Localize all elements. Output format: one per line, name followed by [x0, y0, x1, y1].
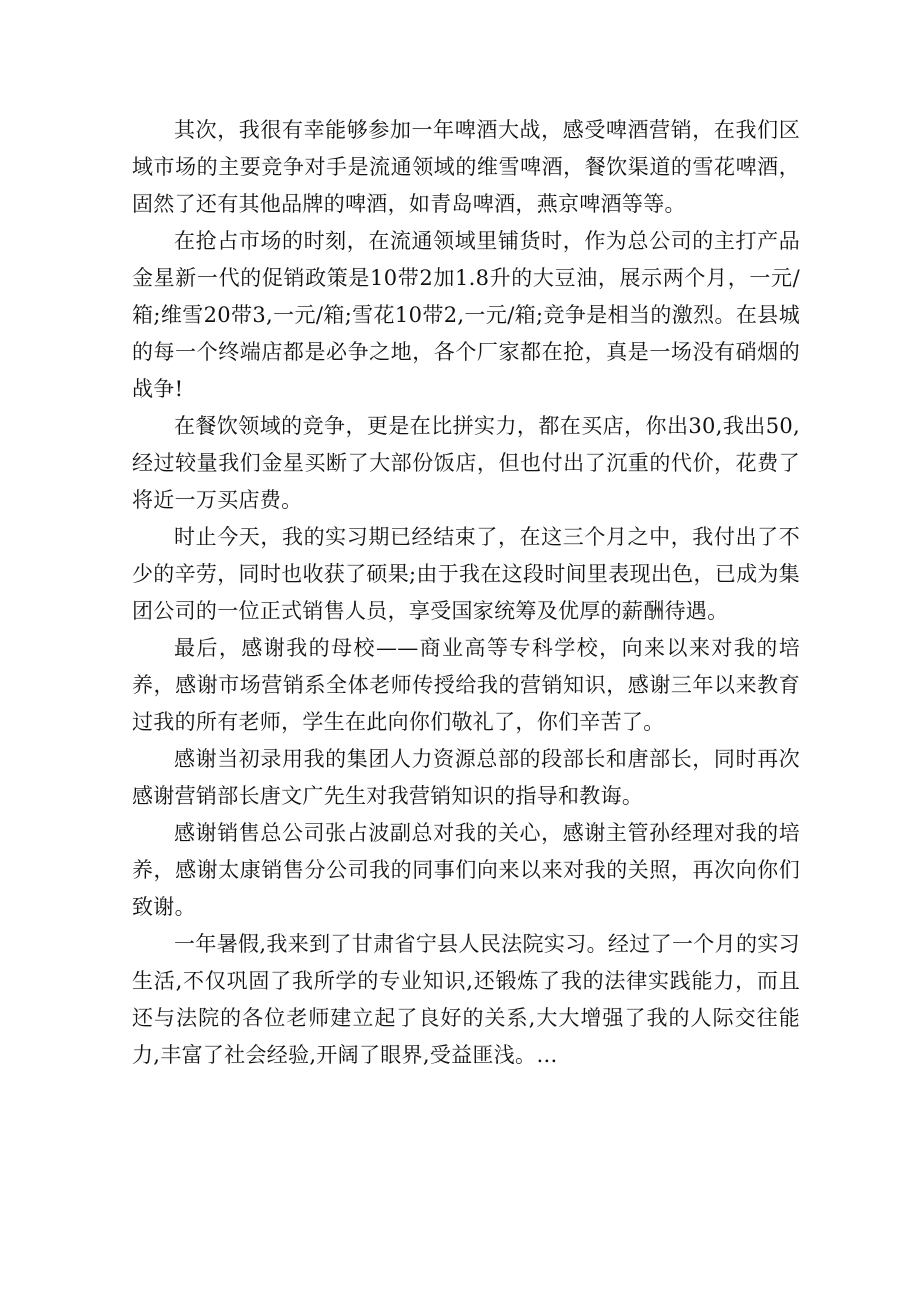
paragraph-2: 在抢占市场的时刻，在流通领域里铺货时，作为总公司的主打产品金星新一代的促销政策是10带2加1.8升的大豆油，展示两个月，一元/箱;维雪20带3,一元/箱;雪花10带2,一元/箱;竞争是相当的激烈。在县城的每一个终端店都是必争之地，各个厂家都在抢，真是一场没有硝烟的战争!: [132, 229, 800, 401]
paragraph-5: 最后，感谢我的母校——商业高等专科学校，向来以来对我的培养，感谢市场营销系全体老师传授给我的营销知识，感谢三年以来教育过我的所有老师，学生在此向你们敬礼了，你们辛苦了。: [132, 636, 800, 734]
paragraph-1: 其次，我很有幸能够参加一年啤酒大战，感受啤酒营销，在我们区域市场的主要竞争对手是流通领域的维雪啤酒，餐饮渠道的雪花啤酒，固然了还有其他品牌的啤酒，如青岛啤酒，燕京啤酒等等。: [132, 118, 800, 216]
paragraph-7: 感谢销售总公司张占波副总对我的关心，感谢主管孙经理对我的培养，感谢太康销售分公司我的同事们向来以来对我的关照，再次向你们致谢。: [132, 821, 800, 919]
paragraph-6: 感谢当初录用我的集团人力资源总部的段部长和唐部长，同时再次感谢营销部长唐文广先生对我营销知识的指导和教诲。: [132, 747, 800, 808]
paragraph-3: 在餐饮领域的竞争，更是在比拼实力，都在买店，你出30,我出50,经过较量我们金星买断了大部份饭店，但也付出了沉重的代价，花费了将近一万买店费。: [132, 414, 800, 512]
document-page: [132, 112, 800, 1074]
paragraph-8: 一年暑假,我来到了甘肃省宁县人民法院实习。经过了一个月的实习生活,不仅巩固了我所学的专业知识,还锻炼了我的法律实践能力，而且还与法院的各位老师建立起了良好的关系,大大增强了我的人际交往能力,丰富了社会经验,开阔了眼界,受益匪浅。…: [132, 932, 800, 1067]
paragraph-4: 时止今天，我的实习期已经结束了，在这三个月之中，我付出了不少的辛劳，同时也收获了硕果;由于我在这段时间里表现出色，已成为集团公司的一位正式销售人员，享受国家统筹及优厚的薪酬待遇。: [132, 525, 800, 623]
